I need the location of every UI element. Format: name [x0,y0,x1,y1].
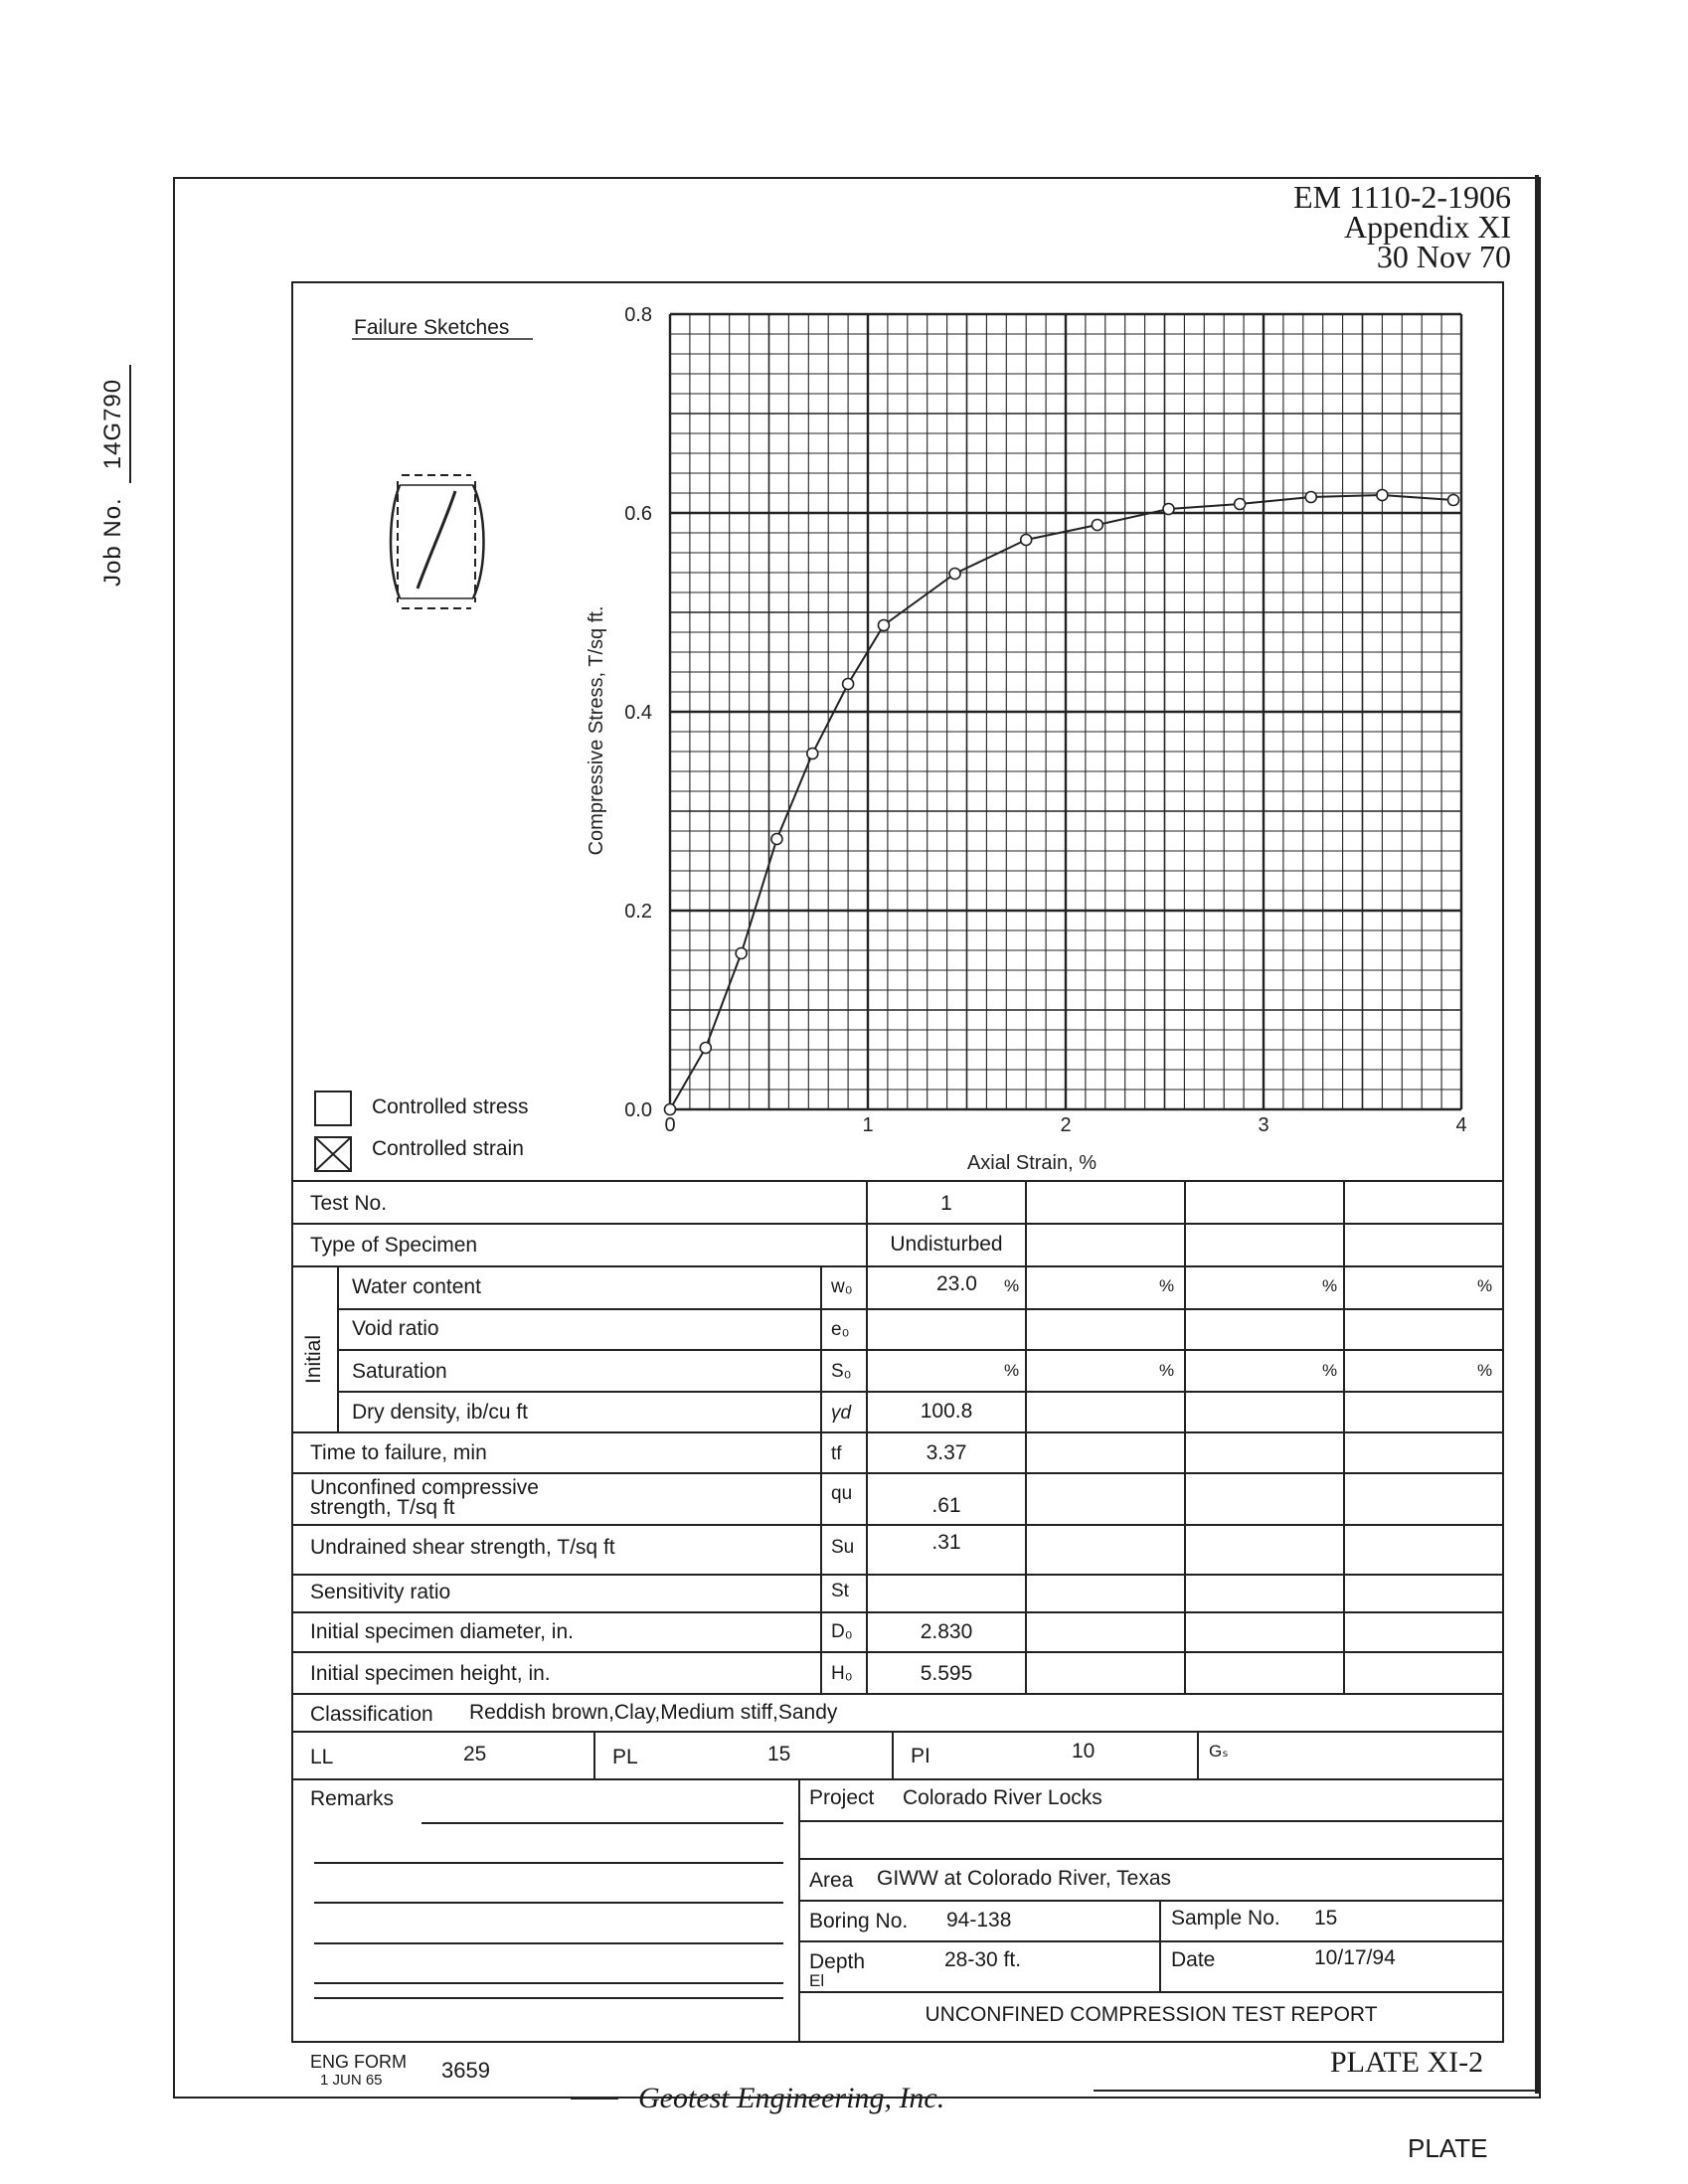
dry-density-label: Dry density, ib/cu ft [352,1401,529,1424]
x-axis-label: Axial Strain, % [966,1152,1097,1174]
diameter-value: 2.830 [920,1620,973,1643]
water-content-label: Water content [352,1275,481,1298]
data-point [1305,492,1316,503]
chart-grid [670,314,1461,1109]
diameter-label: Initial specimen diameter, in. [310,1620,574,1643]
dry-density-value: 100.8 [920,1400,973,1423]
data-point [1448,495,1459,506]
data-point [1092,520,1102,531]
eng-form-line1: ENG FORM [310,2052,407,2072]
data-point [1021,535,1032,546]
shear-strength-symbol: Su [831,1537,855,1558]
failure-sketches-title: Failure Sketches [354,316,510,339]
saturation-percent-1: % [1004,1361,1020,1380]
remarks-label: Remarks [310,1787,395,1810]
area-value: GIWW at Colorado River, Texas [877,1867,1172,1890]
em-number: EM 1110-2-1906 [1293,179,1511,215]
plate-bottom-label: PLATE [1408,2133,1488,2163]
sample-value: 15 [1314,1907,1338,1930]
height-symbol: H₀ [831,1663,853,1684]
saturation-symbol: S₀ [831,1361,852,1382]
water-content-percent-3: % [1322,1276,1338,1295]
time-to-failure-value: 3.37 [926,1441,967,1464]
type-of-specimen-value: Undisturbed [890,1233,1003,1256]
water-content-percent-1: % [1004,1276,1020,1295]
pl-label: PL [612,1746,638,1768]
water-content-percent-2: % [1159,1276,1175,1295]
area-label: Area [809,1869,854,1892]
saturation-percent-3: % [1322,1361,1338,1380]
ll-value: 25 [463,1743,487,1765]
data-point [736,948,747,959]
chart-points [665,490,1459,1115]
data-point [1163,504,1174,515]
header-date: 30 Nov 70 [1376,239,1511,274]
shear-strength-label: Undrained shear strength, T/sq ft [310,1536,615,1559]
void-ratio-label: Void ratio [352,1317,439,1340]
diameter-symbol: D₀ [831,1621,853,1642]
height-value: 5.595 [920,1662,973,1685]
test-no-value: 1 [940,1192,952,1215]
y-tick-label: 0.8 [624,304,652,326]
pi-value: 10 [1072,1740,1096,1763]
y-tick-label: 0.4 [624,702,652,724]
controlled-strain-label: Controlled strain [372,1137,524,1160]
data-point [1377,490,1388,501]
shear-strength-value: .31 [931,1531,961,1554]
job-number-value: 14G790 [99,365,131,483]
sample-label: Sample No. [1171,1907,1280,1930]
saturation-percent-2: % [1159,1361,1175,1380]
y-tick-label: 0.6 [624,503,652,525]
pl-value: 15 [767,1743,791,1765]
water-content-symbol: w₀ [831,1276,853,1297]
data-point [878,620,889,631]
time-to-failure-label: Time to failure, min [310,1441,487,1464]
x-tick-label: 2 [1060,1114,1072,1136]
time-to-failure-symbol: tf [831,1443,842,1464]
el-label: El [809,1971,825,1990]
water-content-value: 23.0 [936,1272,977,1295]
saturation-label: Saturation [352,1360,447,1383]
data-point [665,1104,676,1115]
type-of-specimen-label: Type of Specimen [310,1234,478,1257]
x-tick-label: 0 [664,1114,676,1136]
gs-label: Gₛ [1209,1742,1229,1761]
x-tick-label: 1 [862,1114,874,1136]
controlled-stress-label: Controlled stress [372,1095,529,1118]
date-value: 10/17/94 [1314,1946,1396,1969]
ll-label: LL [310,1746,334,1768]
stress-strain-curve [670,495,1453,1109]
boring-value: 94-138 [946,1909,1012,1932]
x-tick-label: 4 [1455,1114,1467,1136]
y-tick-label: 0.0 [624,1099,652,1121]
company-name: Geotest Engineering, Inc. [638,2082,945,2114]
data-point [1235,499,1246,510]
depth-label: Depth [809,1950,866,1973]
project-label: Project [809,1786,875,1809]
data-point [771,834,782,845]
classification-label: Classification [310,1703,433,1726]
data-point [700,1043,711,1054]
height-label: Initial specimen height, in. [310,1662,551,1685]
water-content-percent-4: % [1477,1276,1493,1295]
sensitivity-ratio-symbol: St [831,1581,849,1601]
data-point [949,569,960,580]
x-tick-label: 3 [1258,1114,1269,1136]
data-point [843,679,854,690]
classification-value: Reddish brown,Clay,Medium stiff,Sandy [469,1701,838,1724]
depth-value: 28-30 ft. [944,1948,1022,1971]
pi-label: PI [911,1745,930,1767]
eng-form-number: 3659 [441,2058,490,2083]
report-title: UNCONFINED COMPRESSION TEST REPORT [925,2003,1378,2026]
y-axis-label: Compressive Stress, T/sq ft. [586,605,607,856]
plate-label: PLATE XI-2 [1330,2046,1484,2079]
ucs-label-line1: Unconfined compressive [310,1476,539,1499]
eng-form-line2: 1 JUN 65 [320,2072,383,2089]
test-no-label: Test No. [310,1192,388,1215]
ucs-label-line2: strength, T/sq ft [310,1496,455,1519]
initial-group-label: Initial [302,1334,325,1384]
saturation-percent-4: % [1477,1361,1493,1380]
ucs-symbol: qu [831,1483,853,1504]
date-label: Date [1171,1948,1216,1971]
boring-label: Boring No. [809,1910,909,1932]
footer-rule-left [571,2098,618,2100]
data-point [807,749,818,759]
sensitivity-ratio-label: Sensitivity ratio [310,1581,451,1603]
ucs-value: .61 [931,1494,961,1517]
job-number-label: Job No. [99,497,126,587]
project-value: Colorado River Locks [903,1786,1102,1809]
appendix-label: Appendix XI [1344,209,1511,245]
dry-density-symbol: γd [831,1403,852,1424]
y-tick-label: 0.2 [624,901,652,923]
void-ratio-symbol: e₀ [831,1319,850,1340]
footer-rule-right [1094,2090,1535,2092]
